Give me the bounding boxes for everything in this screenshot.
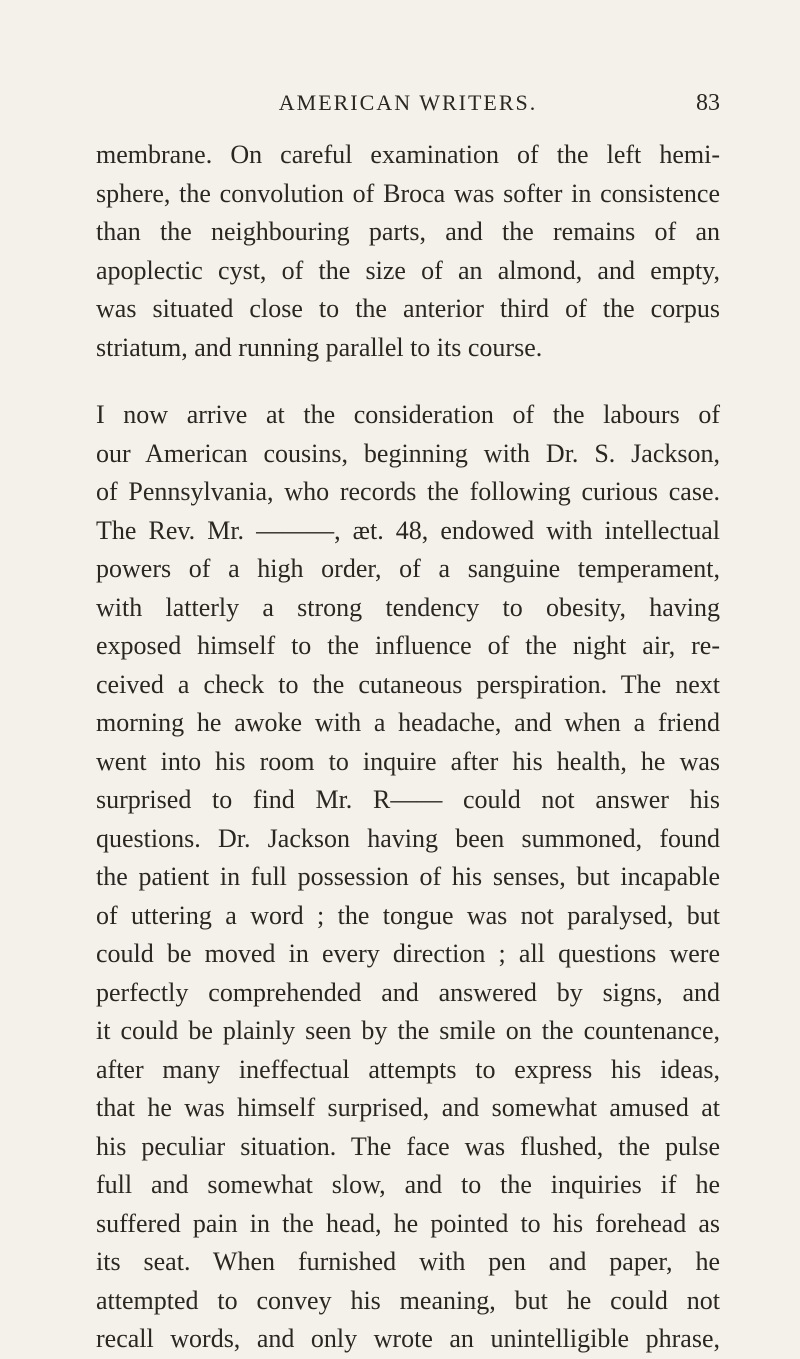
text-line: it could be plainly seen by the smile on the countenance, xyxy=(96,1016,720,1045)
text-line: The Rev. Mr. ———, æt. 48, endowed with intellectual xyxy=(96,515,720,545)
text-line: ceived a check to the cutaneous perspiration. The next xyxy=(96,669,720,699)
text-line: full and somewhat slow, and to the inquiries if he xyxy=(96,1170,720,1199)
text-line: of uttering a word ; the tongue was not paralysed, but xyxy=(96,900,720,930)
text-line: striatum, and running parallel to its course. xyxy=(96,332,543,362)
text-line: its seat. When furnished with pen and paper, he xyxy=(96,1247,720,1276)
text-line: questions. Dr. Jackson having been summoned, found xyxy=(96,823,720,853)
paragraph-1 xyxy=(96,136,720,367)
text-line: with latterly a strong tendency to obesity, having xyxy=(96,592,720,622)
text-line: our American cousins, beginning with Dr. S. Jackson, xyxy=(96,438,720,468)
text-line: suffered pain in the head, he pointed to his forehead as xyxy=(96,1208,720,1238)
text-line: I now arrive at the consideration of the labours of xyxy=(96,400,720,429)
text-line: could be moved in every direction ; all questions were xyxy=(96,939,720,968)
text-line: attempted to convey his meaning, but he could not xyxy=(96,1285,720,1315)
text-line: sphere, the convolution of Broca was softer in consistence xyxy=(96,178,720,208)
text-line: powers of a high order, of a sanguine temperament, xyxy=(96,554,720,583)
text-line: was situated close to the anterior third of the corpus xyxy=(96,294,720,323)
text-line: morning he awoke with a headache, and when a friend xyxy=(96,708,720,737)
text-line: than the neighbouring parts, and the remains of an xyxy=(96,217,720,246)
text-line: his peculiar situation. The face was flushed, the pulse xyxy=(96,1131,720,1161)
body-text xyxy=(96,136,720,1359)
text-line: after many ineffectual attempts to express his ideas, xyxy=(96,1054,720,1084)
running-header xyxy=(96,86,720,120)
paragraph-2 xyxy=(96,396,720,1359)
text-line: the patient in full possession of his senses, but incapable xyxy=(96,862,720,891)
text-line: of Pennsylvania, who records the following curious case. xyxy=(96,477,720,506)
running-title: AMERICAN WRITERS. xyxy=(278,90,538,115)
paragraph-gap xyxy=(96,367,720,396)
text-line: surprised to find Mr. R—— could not answer his xyxy=(96,785,720,814)
text-line: membrane. On careful examination of the left hemi- xyxy=(96,140,720,169)
text-line: that he was himself surprised, and somewhat amused at xyxy=(96,1093,720,1122)
text-line: exposed himself to the influence of the night air, re- xyxy=(96,631,720,660)
text-line: went into his room to inquire after his health, he was xyxy=(96,746,720,776)
text-line: perfectly comprehended and answered by signs, and xyxy=(96,977,720,1007)
page-number: 83 xyxy=(696,90,720,116)
text-line: recall words, and only wrote an unintelligible phrase, xyxy=(96,1324,720,1353)
text-line: apoplectic cyst, of the size of an almond, and empty, xyxy=(96,255,720,285)
